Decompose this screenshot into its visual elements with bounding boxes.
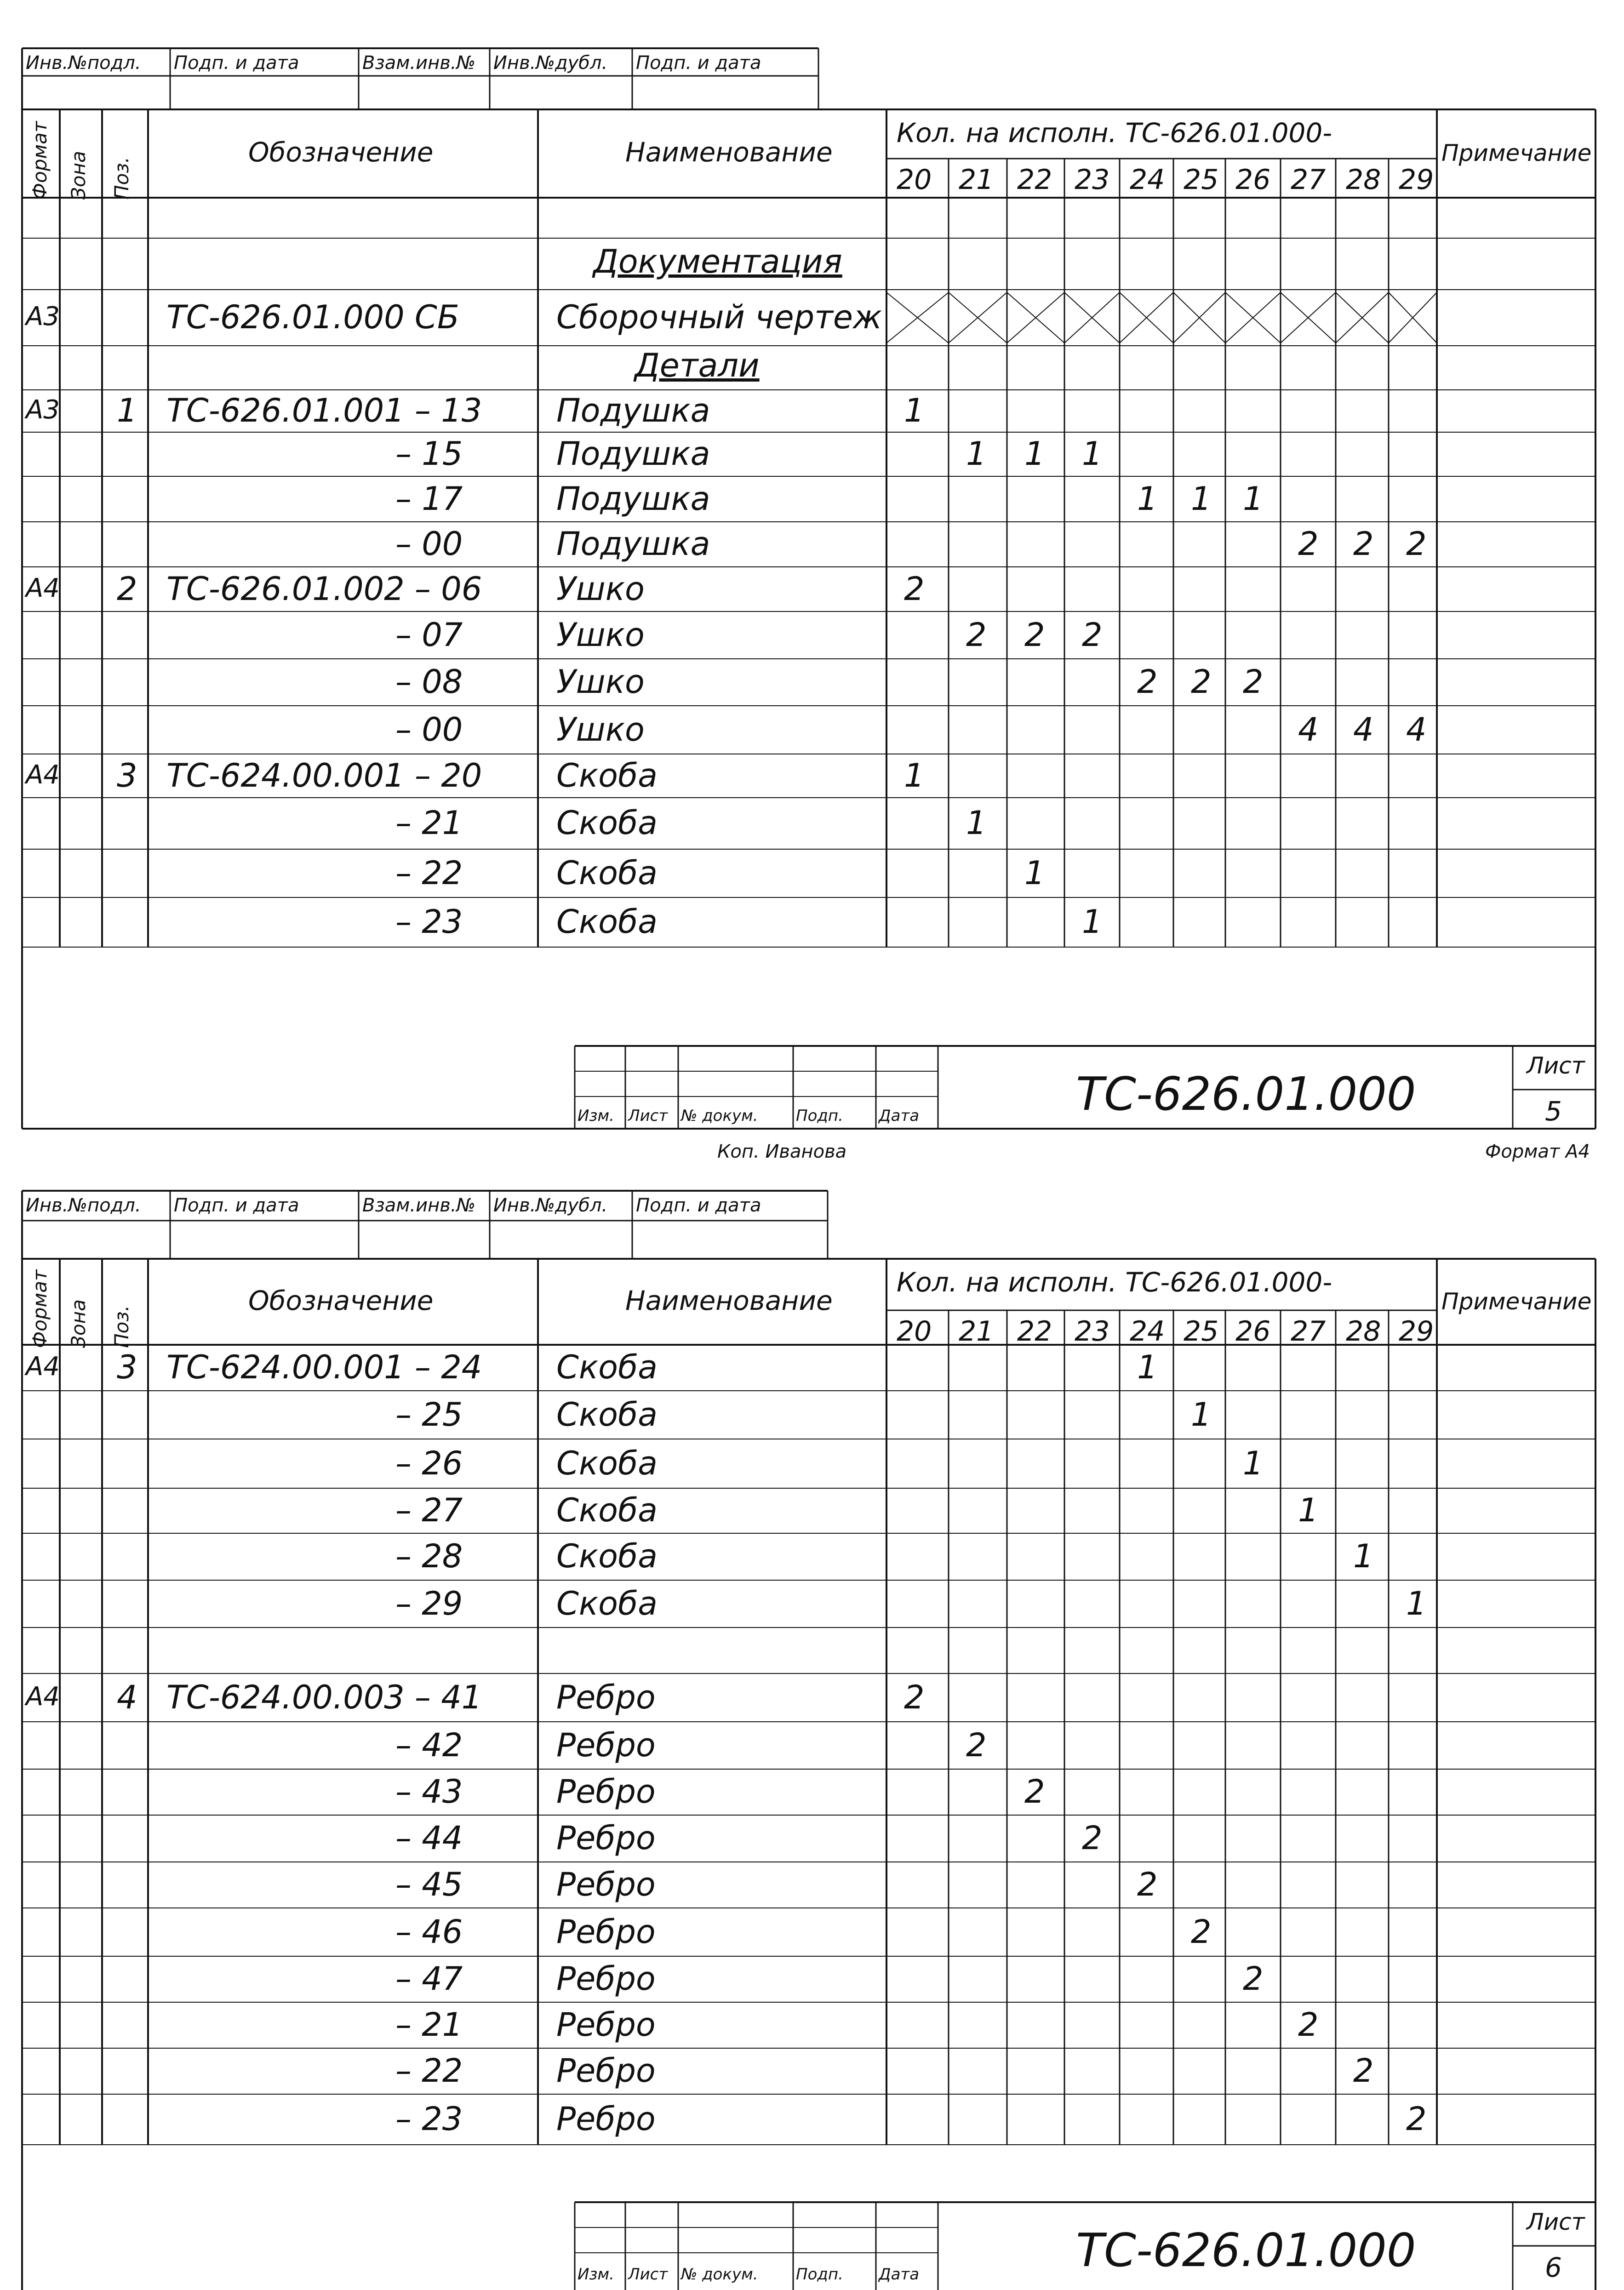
row-designation: – 00	[395, 710, 463, 748]
qty-value: 2	[904, 1678, 925, 1716]
qty-value: 2	[1024, 1773, 1045, 1810]
qty-value: 1	[1191, 480, 1212, 518]
stamp-bottom-label: Лист	[628, 2265, 668, 2284]
row-name: Скоба	[556, 1444, 658, 1482]
paper-format: Формат А4	[1485, 1141, 1590, 1162]
sheet-number: 5	[1545, 1096, 1562, 1127]
sheet-number: 6	[1545, 2252, 1562, 2283]
qty-value: 1	[1024, 435, 1045, 473]
row-name: Ушко	[556, 663, 645, 701]
row-name: Ребро	[556, 1678, 656, 1716]
qty-value: 1	[1353, 1537, 1374, 1575]
qty-value: 1	[904, 756, 925, 794]
qty-value: 1	[904, 392, 925, 429]
qty-value: 2	[1082, 1819, 1103, 1857]
row-position: 4	[117, 1678, 137, 1716]
qty-column-number: 24	[1130, 164, 1165, 196]
stamp-top-label: Взам.инв.№	[362, 52, 476, 74]
header-note: Примечание	[1441, 140, 1592, 166]
qty-value: 1	[966, 804, 987, 842]
row-designation: – 25	[395, 1395, 463, 1433]
stamp-bottom-label: Дата	[879, 2265, 920, 2284]
qty-value: 1	[1191, 1395, 1212, 1433]
row-designation: – 07	[395, 616, 463, 654]
row-name: Скоба	[556, 804, 658, 842]
qty-value: 1	[1406, 1584, 1427, 1622]
qty-column-number: 26	[1235, 164, 1271, 196]
qty-value: 1	[1082, 435, 1103, 473]
qty-value: 2	[1082, 616, 1103, 654]
header-zone: Зона	[67, 151, 90, 200]
qty-value: 4	[1353, 710, 1374, 748]
qty-value: 2	[1298, 525, 1319, 563]
qty-column-number: 29	[1399, 164, 1434, 196]
qty-column-number: 22	[1017, 1315, 1052, 1348]
qty-value: 1	[1137, 1348, 1158, 1386]
header-pos: Поз.	[110, 157, 133, 200]
qty-value: 2	[1137, 663, 1158, 701]
qty-column-number: 28	[1346, 164, 1381, 196]
row-designation: – 29	[395, 1584, 463, 1622]
header-designation: Обозначение	[248, 137, 434, 168]
qty-column-number: 21	[959, 1315, 994, 1348]
stamp-top-label: Инв.№подл.	[26, 52, 141, 74]
row-name: Скоба	[556, 1348, 658, 1386]
row-designation: – 28	[395, 1537, 463, 1575]
row-name: Ушко	[556, 616, 645, 654]
header-name: Наименование	[625, 1285, 833, 1316]
row-name: Ребро	[556, 1819, 656, 1857]
qty-value: 2	[904, 570, 925, 608]
section-heading: Документация	[593, 243, 842, 280]
stamp-top-label: Инв.№дубл.	[493, 52, 608, 74]
row-designation: – 47	[395, 1960, 463, 1998]
stamp-bottom-label: № докум.	[681, 2265, 758, 2284]
qty-column-number: 21	[959, 164, 994, 196]
qty-value: 2	[1024, 616, 1045, 654]
qty-column-number: 23	[1075, 1315, 1110, 1348]
row-designation: – 22	[395, 854, 463, 892]
stamp-bottom-label: № докум.	[681, 1107, 758, 1125]
row-name: Сборочный чертеж	[556, 298, 882, 336]
header-name: Наименование	[625, 137, 833, 168]
row-format: A4	[26, 1352, 60, 1382]
stamp-top-label: Подп. и дата	[636, 52, 761, 74]
row-position: 1	[117, 392, 137, 429]
document-code: ТС-626.01.000	[1076, 1067, 1416, 1121]
row-format: A4	[26, 573, 60, 603]
row-name: Скоба	[556, 1584, 658, 1622]
document-code: ТС-626.01.000	[1076, 2223, 1416, 2277]
row-designation: – 15	[395, 435, 463, 473]
qty-value: 1	[966, 435, 987, 473]
qty-column-number: 29	[1399, 1315, 1434, 1348]
row-designation: ТС-626.01.001 – 13	[166, 392, 482, 429]
stamp-bottom-label: Дата	[879, 1107, 920, 1125]
row-position: 2	[117, 570, 137, 608]
qty-value: 1	[1243, 1444, 1264, 1482]
row-name: Скоба	[556, 1537, 658, 1575]
row-designation: – 23	[395, 2100, 463, 2138]
row-designation: ТС-626.01.002 – 06	[166, 570, 482, 608]
row-name: Ребро	[556, 2100, 656, 2138]
qty-value: 1	[1298, 1491, 1319, 1529]
row-format: A3	[26, 395, 60, 425]
row-designation: – 22	[395, 2052, 463, 2090]
qty-column-number: 28	[1346, 1315, 1381, 1348]
row-designation: – 45	[395, 1866, 463, 1903]
qty-value: 4	[1298, 710, 1319, 748]
row-designation: – 21	[395, 2006, 463, 2044]
qty-value: 2	[1191, 663, 1212, 701]
row-designation: – 23	[395, 903, 463, 941]
stamp-top-label: Взам.инв.№	[362, 1195, 476, 1216]
row-designation: – 43	[395, 1773, 463, 1810]
qty-value: 2	[966, 1726, 987, 1764]
qty-value: 2	[1243, 663, 1264, 701]
row-position: 3	[117, 1348, 137, 1386]
stamp-bottom-label: Подп.	[796, 2265, 843, 2284]
row-designation: ТС-624.00.003 – 41	[166, 1678, 482, 1716]
copied-by: Коп. Иванова	[717, 1141, 847, 1162]
row-position: 3	[117, 756, 137, 794]
row-format: A4	[26, 760, 60, 790]
qty-value: 2	[1353, 525, 1374, 563]
row-designation: – 44	[395, 1819, 463, 1857]
row-name: Подушка	[556, 525, 710, 563]
stamp-top-label: Инв.№дубл.	[493, 1195, 608, 1216]
header-note: Примечание	[1441, 1288, 1592, 1315]
row-designation: – 17	[395, 480, 463, 518]
row-name: Подушка	[556, 480, 710, 518]
qty-column-number: 22	[1017, 164, 1052, 196]
stamp-bottom-label: Подп.	[796, 1107, 843, 1125]
row-designation: ТС-626.01.000 СБ	[166, 298, 459, 336]
row-designation: – 08	[395, 663, 463, 701]
stamp-top-label: Подп. и дата	[636, 1195, 761, 1216]
header-format: Формат	[29, 121, 51, 200]
stamp-bottom-label: Лист	[628, 1107, 668, 1125]
row-designation: – 42	[395, 1726, 463, 1764]
section-heading: Детали	[635, 347, 760, 384]
row-name: Ребро	[556, 1913, 656, 1951]
qty-column-number: 25	[1184, 164, 1219, 196]
stamp-bottom-label: Изм.	[578, 1107, 614, 1125]
qty-column-number: 25	[1184, 1315, 1219, 1348]
qty-column-number: 27	[1291, 1315, 1326, 1348]
stamp-top-label: Инв.№подл.	[26, 1195, 141, 1216]
qty-value: 2	[1406, 525, 1427, 563]
row-name: Ребро	[556, 1773, 656, 1810]
row-name: Скоба	[556, 756, 658, 794]
row-designation: ТС-624.00.001 – 24	[166, 1348, 482, 1386]
row-designation: – 27	[395, 1491, 463, 1529]
qty-value: 2	[1353, 2052, 1374, 2090]
qty-value: 4	[1406, 710, 1427, 748]
qty-value: 2	[1298, 2006, 1319, 2044]
qty-column-number: 24	[1130, 1315, 1165, 1348]
qty-value: 2	[966, 616, 987, 654]
qty-column-number: 20	[897, 164, 932, 196]
row-name: Скоба	[556, 1491, 658, 1529]
row-name: Ушко	[556, 710, 645, 748]
row-format: A4	[26, 1681, 60, 1712]
header-qty-title: Кол. на исполн. ТС-626.01.000-	[897, 1267, 1332, 1298]
row-designation: ТС-624.00.001 – 20	[166, 756, 482, 794]
qty-value: 1	[1082, 903, 1103, 941]
qty-value: 2	[1191, 1913, 1212, 1951]
row-designation: – 46	[395, 1913, 463, 1951]
qty-value: 2	[1243, 1960, 1264, 1998]
header-pos: Поз.	[110, 1305, 133, 1348]
row-name: Скоба	[556, 903, 658, 941]
qty-column-number: 26	[1235, 1315, 1271, 1348]
header-designation: Обозначение	[248, 1285, 434, 1316]
header-zone: Зона	[67, 1299, 90, 1348]
row-name: Ребро	[556, 2052, 656, 2090]
qty-value: 1	[1024, 854, 1045, 892]
row-name: Ушко	[556, 570, 645, 608]
qty-value: 2	[1406, 2100, 1427, 2138]
qty-value: 1	[1137, 480, 1158, 518]
row-name: Ребро	[556, 1866, 656, 1903]
qty-value: 1	[1243, 480, 1264, 518]
row-name: Ребро	[556, 1960, 656, 1998]
row-name: Скоба	[556, 854, 658, 892]
sheet-label: Лист	[1527, 1052, 1585, 1079]
row-name: Ребро	[556, 2006, 656, 2044]
stamp-top-label: Подп. и дата	[174, 1195, 299, 1216]
sheet-label: Лист	[1527, 2209, 1585, 2235]
row-name: Ребро	[556, 1726, 656, 1764]
stamp-bottom-label: Изм.	[578, 2265, 614, 2284]
header-format: Формат	[29, 1269, 51, 1348]
stamp-top-label: Подп. и дата	[174, 52, 299, 74]
row-designation: – 26	[395, 1444, 463, 1482]
row-name: Подушка	[556, 392, 710, 429]
row-name: Подушка	[556, 435, 710, 473]
qty-column-number: 27	[1291, 164, 1326, 196]
row-designation: – 00	[395, 525, 463, 563]
row-format: A3	[26, 302, 60, 331]
header-qty-title: Кол. на исполн. ТС-626.01.000-	[897, 117, 1332, 148]
qty-value: 2	[1137, 1866, 1158, 1903]
qty-column-number: 23	[1075, 164, 1110, 196]
row-name: Скоба	[556, 1395, 658, 1433]
qty-column-number: 20	[897, 1315, 932, 1348]
row-designation: – 21	[395, 804, 463, 842]
